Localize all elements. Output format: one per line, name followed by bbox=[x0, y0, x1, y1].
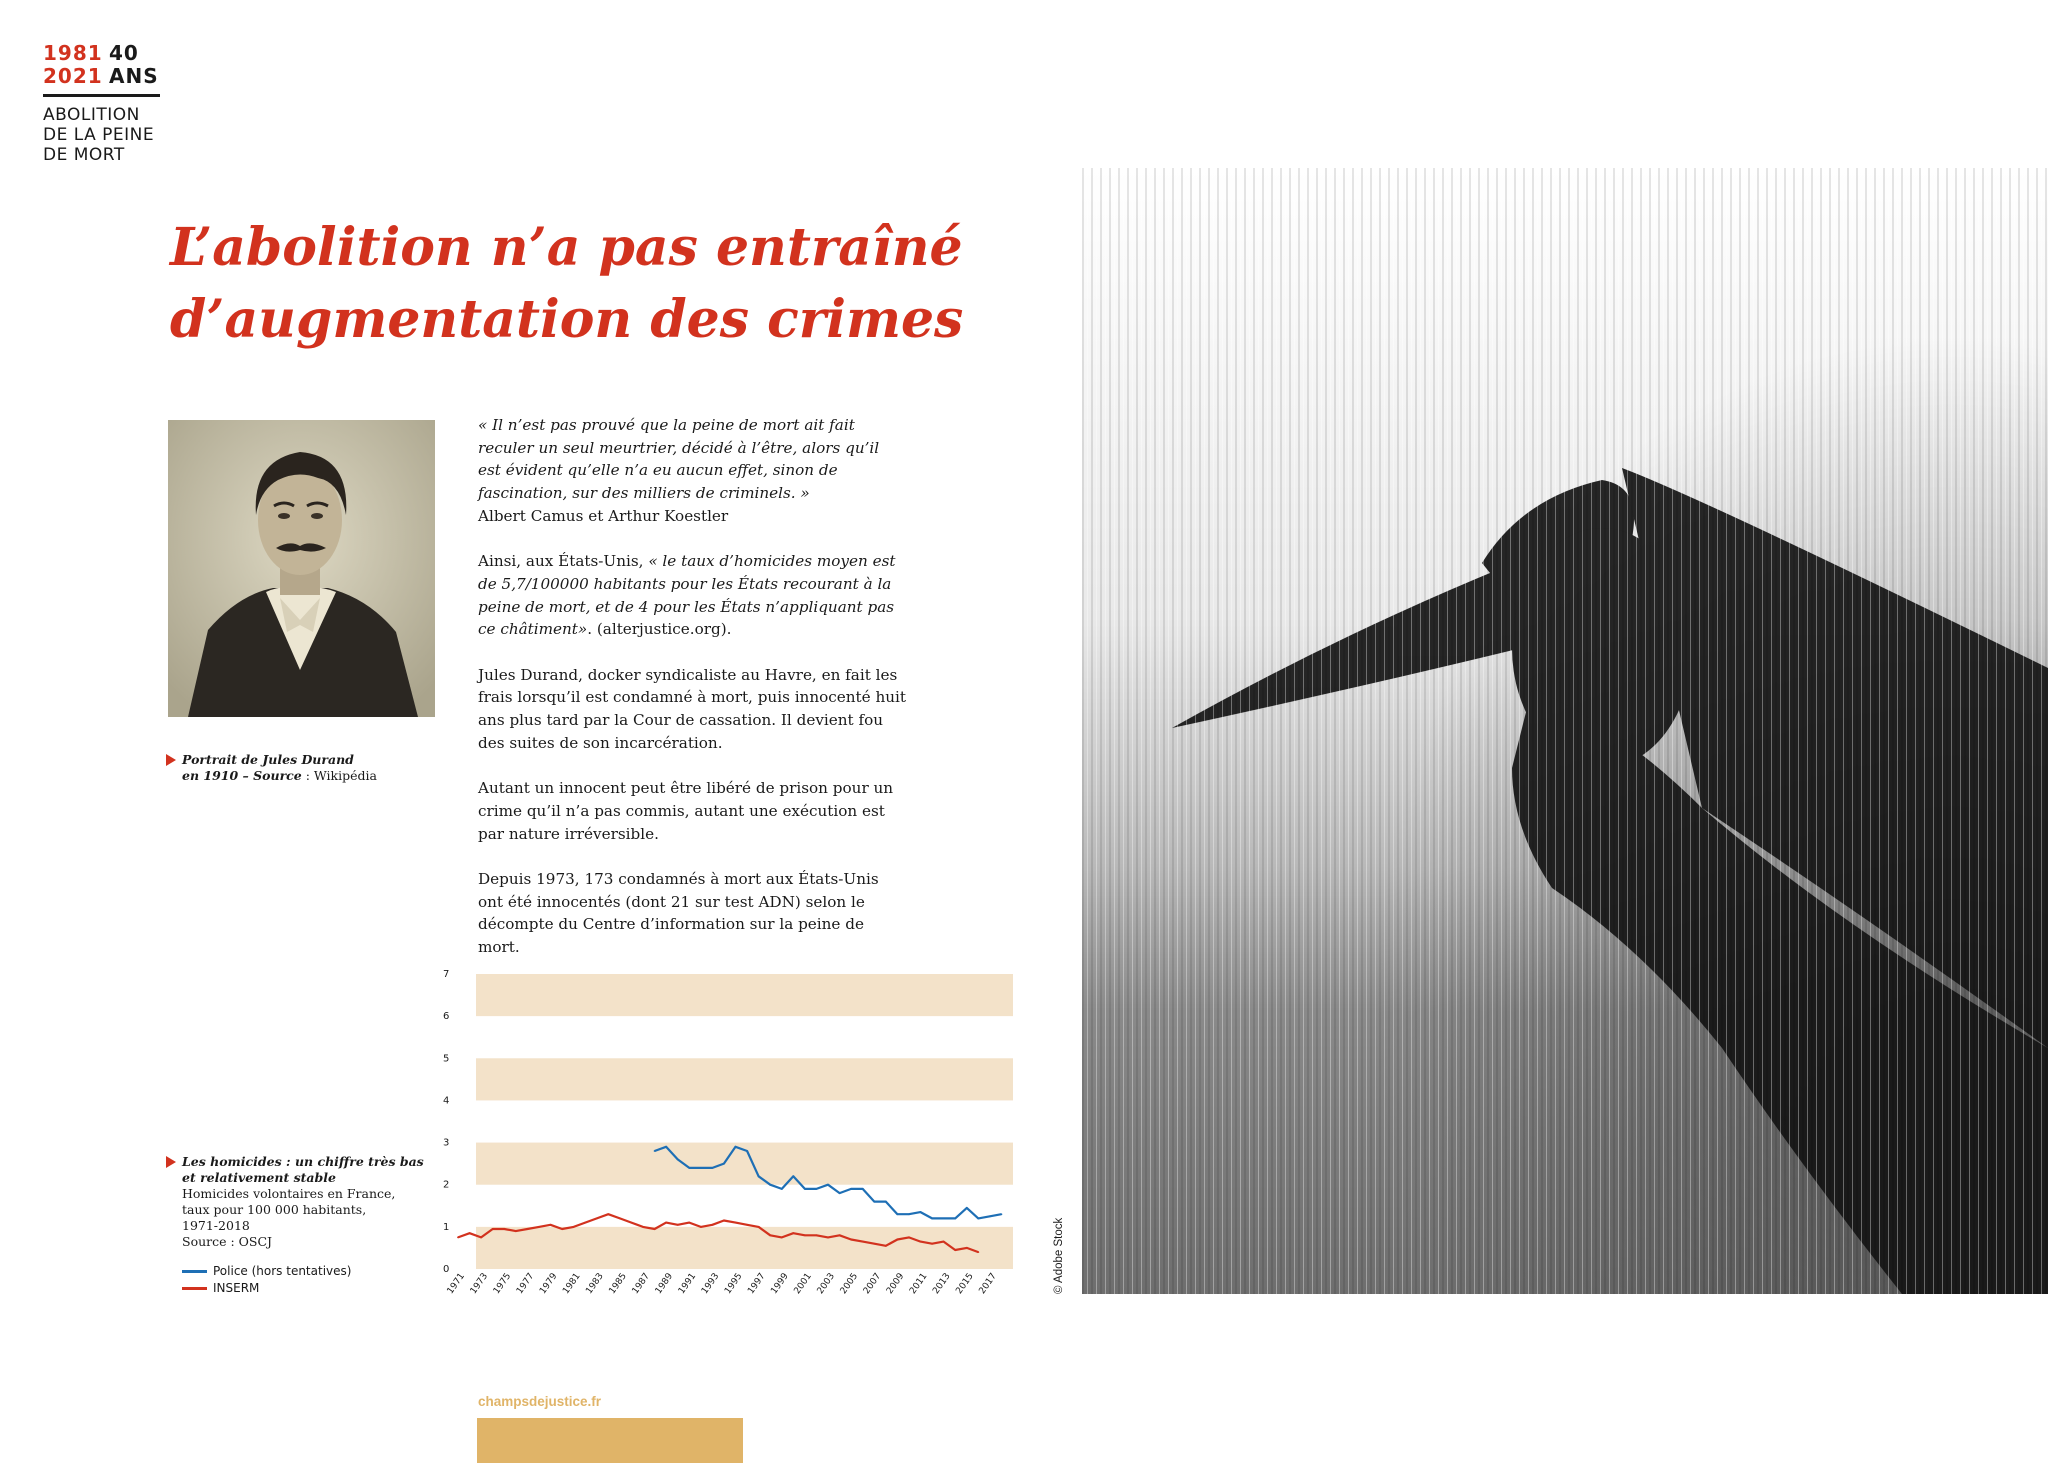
data-point-inserm bbox=[977, 1251, 979, 1253]
data-point-inserm bbox=[735, 1222, 737, 1224]
data-point-police bbox=[873, 1201, 875, 1203]
logo-unit: ANS bbox=[109, 64, 159, 88]
footer-bar bbox=[477, 1418, 743, 1463]
homicide-chart bbox=[438, 960, 1018, 1300]
portrait-photo bbox=[168, 420, 435, 717]
data-point-inserm bbox=[943, 1241, 945, 1243]
data-point-inserm bbox=[503, 1228, 505, 1230]
x-tick-label: 1973 bbox=[468, 1271, 491, 1297]
caption-marker-icon bbox=[166, 754, 176, 766]
data-point-police bbox=[688, 1167, 690, 1169]
chart-caption-line2: taux pour 100 000 habitants, bbox=[182, 1202, 367, 1217]
x-tick-label: 1999 bbox=[769, 1271, 791, 1297]
data-point-inserm bbox=[769, 1234, 771, 1236]
data-point-inserm bbox=[561, 1228, 563, 1230]
x-tick-label: 2003 bbox=[815, 1271, 838, 1297]
data-point-inserm bbox=[816, 1234, 818, 1236]
data-point-inserm bbox=[827, 1236, 829, 1238]
x-tick-label: 2007 bbox=[861, 1271, 884, 1297]
data-point-police bbox=[816, 1188, 818, 1190]
data-point-inserm bbox=[792, 1232, 794, 1234]
photo-credit: © Adobe Stock bbox=[1053, 1217, 1065, 1294]
quote-author: Albert Camus et Arthur Koestler bbox=[478, 506, 729, 525]
data-point-police bbox=[746, 1150, 748, 1152]
data-point-inserm bbox=[619, 1218, 621, 1220]
chart-caption bbox=[182, 1154, 424, 1250]
data-point-police bbox=[700, 1167, 702, 1169]
data-point-inserm bbox=[538, 1226, 540, 1228]
x-tick-label: 2001 bbox=[792, 1271, 814, 1297]
data-point-police bbox=[723, 1163, 725, 1165]
y-tick-label: 7 bbox=[443, 969, 450, 980]
homicide-chart-svg bbox=[438, 960, 1018, 1300]
logo-line3: DE MORT bbox=[43, 145, 125, 165]
data-point-inserm bbox=[954, 1249, 956, 1251]
portrait-caption-italic2: en 1910 – Source bbox=[182, 768, 302, 783]
page-title bbox=[170, 212, 1050, 356]
portrait-caption-italic1: Portrait de Jules Durand bbox=[182, 752, 354, 767]
x-tick-label: 2011 bbox=[908, 1271, 930, 1297]
data-point-police bbox=[862, 1188, 864, 1190]
site-link[interactable]: champsdejustice.fr bbox=[478, 1394, 602, 1409]
data-point-inserm bbox=[596, 1218, 598, 1220]
legend-swatch-police bbox=[182, 1270, 207, 1273]
data-point-inserm bbox=[607, 1213, 609, 1215]
knife-shadow-illustration bbox=[1082, 168, 2048, 1294]
data-point-inserm bbox=[584, 1222, 586, 1224]
data-point-inserm bbox=[526, 1228, 528, 1230]
chart-legend bbox=[182, 1263, 351, 1297]
knife-shadow-photo bbox=[1082, 168, 2048, 1294]
data-point-police bbox=[827, 1184, 829, 1186]
data-point-police bbox=[1001, 1213, 1003, 1215]
data-point-police bbox=[908, 1213, 910, 1215]
data-point-inserm bbox=[700, 1226, 702, 1228]
data-point-police bbox=[735, 1146, 737, 1148]
caption-marker-icon bbox=[166, 1156, 176, 1168]
paragraph-usa bbox=[478, 550, 906, 641]
data-point-inserm bbox=[966, 1247, 968, 1249]
x-tick-label: 1993 bbox=[700, 1271, 722, 1297]
y-tick-label: 3 bbox=[443, 1137, 450, 1149]
data-point-inserm bbox=[839, 1234, 841, 1236]
quote-text: « Il n’est pas prouvé que la peine de mort ait fait reculer un seul meurtrier, décidé à l’être, alors qu’il est évident qu’elle n’a eu aucun effet, sinon de fascination, sur des milliers de criminels. » bbox=[478, 416, 880, 503]
paragraph-innocent: Autant un innocent peut être libéré de prison pour un crime qu’il n’a pas commis, autant une exécution est par nature irréversible. bbox=[478, 779, 894, 843]
data-point-inserm bbox=[550, 1224, 552, 1226]
x-tick-label: 1985 bbox=[607, 1271, 629, 1297]
data-point-inserm bbox=[642, 1226, 644, 1228]
legend-swatch-inserm bbox=[182, 1287, 207, 1290]
data-point-police bbox=[711, 1167, 713, 1169]
data-point-inserm bbox=[746, 1224, 748, 1226]
data-point-inserm bbox=[758, 1226, 760, 1228]
body-text bbox=[478, 414, 906, 982]
data-point-police bbox=[677, 1159, 679, 1161]
x-tick-label: 1997 bbox=[746, 1271, 768, 1297]
data-point-police bbox=[769, 1184, 771, 1186]
chart-band bbox=[476, 974, 1013, 1016]
logo-line2: DE LA PEINE bbox=[43, 125, 155, 145]
paragraph-exonerations: Depuis 1973, 173 condamnés à mort aux États-Unis ont été innocentés (dont 21 sur test ADN) selon le décompte du Centre d’information sur la peine de mort. bbox=[478, 870, 879, 957]
x-tick-label: 2015 bbox=[954, 1271, 976, 1297]
logo-row-bottom bbox=[43, 65, 163, 88]
data-point-inserm bbox=[480, 1236, 482, 1238]
chart-caption-line1: Homicides volontaires en France, bbox=[182, 1186, 396, 1201]
x-tick-label: 1981 bbox=[561, 1271, 583, 1297]
data-point-police bbox=[665, 1146, 667, 1148]
x-tick-label: 1975 bbox=[491, 1271, 514, 1297]
chart-caption-title2: et relativement stable bbox=[182, 1170, 336, 1185]
x-tick-label: 1983 bbox=[584, 1271, 606, 1297]
page-title-line2: d’augmentation des crimes bbox=[170, 289, 964, 350]
data-point-police bbox=[885, 1201, 887, 1203]
data-point-inserm bbox=[931, 1243, 933, 1245]
data-point-police bbox=[839, 1192, 841, 1194]
y-tick-label: 6 bbox=[443, 1011, 450, 1023]
data-point-police bbox=[966, 1207, 968, 1209]
quote-paragraph bbox=[478, 414, 906, 528]
data-point-inserm bbox=[654, 1228, 656, 1230]
paragraph-usa-end: . (alterjustice.org). bbox=[587, 620, 732, 639]
data-point-inserm bbox=[688, 1222, 690, 1224]
page-title-line1: L’abolition n’a pas entraîné bbox=[170, 217, 963, 278]
logo-line1: ABOLITION bbox=[43, 105, 140, 125]
data-point-inserm bbox=[457, 1236, 459, 1238]
y-tick-label: 2 bbox=[443, 1179, 450, 1191]
logo-year-start: 1981 bbox=[43, 41, 103, 65]
chart-caption-line4: Source : OSCJ bbox=[182, 1234, 273, 1249]
data-point-inserm bbox=[850, 1239, 852, 1241]
portrait-caption bbox=[182, 752, 377, 784]
x-tick-label: 2013 bbox=[931, 1271, 953, 1297]
data-point-police bbox=[989, 1215, 991, 1217]
paragraph-usa-quote: « le taux d’homicides moyen est de 5,7/100000 habitants pour les États recourant à la peine de mort, et de 4 pour les États n’appliquant pas ce châtiment» bbox=[478, 552, 896, 639]
data-point-police bbox=[792, 1175, 794, 1177]
data-point-inserm bbox=[723, 1220, 725, 1222]
data-point-police bbox=[758, 1175, 760, 1177]
x-tick-label: 1987 bbox=[630, 1271, 653, 1297]
data-point-police bbox=[654, 1150, 656, 1152]
data-point-inserm bbox=[920, 1241, 922, 1243]
data-point-inserm bbox=[908, 1236, 910, 1238]
x-tick-label: 2009 bbox=[885, 1271, 907, 1297]
data-point-inserm bbox=[711, 1224, 713, 1226]
paragraph-durand: Jules Durand, docker syndicaliste au Havre, en fait les frais lorsqu’il est condamné à mort, puis innocenté huit ans plus tard par la Cour de cassation. Il devient fou des suites de son incarcération. bbox=[478, 665, 906, 752]
data-point-police bbox=[954, 1218, 956, 1220]
portrait-illustration bbox=[168, 420, 435, 717]
chart-band bbox=[476, 1058, 1013, 1100]
logo-divider bbox=[43, 94, 160, 97]
data-point-inserm bbox=[573, 1226, 575, 1228]
data-point-inserm bbox=[469, 1232, 471, 1234]
data-point-police bbox=[977, 1218, 979, 1220]
x-tick-label: 1977 bbox=[515, 1271, 537, 1297]
logo-number: 40 bbox=[109, 41, 139, 65]
logo-row-top bbox=[43, 42, 163, 65]
data-point-inserm bbox=[677, 1224, 679, 1226]
data-point-inserm bbox=[804, 1234, 806, 1236]
data-point-inserm bbox=[631, 1222, 633, 1224]
legend-label-inserm: INSERM bbox=[213, 1281, 260, 1295]
x-tick-label: 1971 bbox=[445, 1271, 468, 1297]
chart-caption-title1: Les homicides : un chiffre très bas bbox=[182, 1154, 424, 1169]
paragraph-usa-intro: Ainsi, aux États-Unis, bbox=[478, 552, 649, 571]
data-point-inserm bbox=[862, 1241, 864, 1243]
data-point-police bbox=[850, 1188, 852, 1190]
portrait-caption-source: : Wikipédia bbox=[301, 768, 377, 783]
x-tick-label: 1989 bbox=[653, 1271, 676, 1297]
legend-item-police bbox=[182, 1263, 351, 1280]
data-point-police bbox=[931, 1218, 933, 1220]
data-point-police bbox=[781, 1188, 783, 1190]
data-point-inserm bbox=[492, 1228, 494, 1230]
legend-item-inserm bbox=[182, 1280, 351, 1297]
logo-year-end: 2021 bbox=[43, 64, 103, 88]
data-point-inserm bbox=[896, 1239, 898, 1241]
y-tick-label: 4 bbox=[443, 1095, 450, 1107]
y-tick-label: 1 bbox=[443, 1221, 450, 1233]
data-point-inserm bbox=[873, 1243, 875, 1245]
legend-label-police: Police (hors tentatives) bbox=[213, 1264, 352, 1278]
data-point-inserm bbox=[665, 1222, 667, 1224]
y-tick-label: 0 bbox=[443, 1264, 450, 1275]
data-point-police bbox=[920, 1211, 922, 1213]
y-tick-label: 5 bbox=[443, 1053, 450, 1065]
data-point-police bbox=[896, 1213, 898, 1215]
data-point-police bbox=[943, 1218, 945, 1220]
data-point-police bbox=[804, 1188, 806, 1190]
x-tick-label: 1995 bbox=[723, 1271, 745, 1297]
chart-band bbox=[476, 1227, 1013, 1269]
chart-caption-line3: 1971-2018 bbox=[182, 1218, 250, 1233]
data-point-inserm bbox=[515, 1230, 517, 1232]
x-tick-label: 2017 bbox=[977, 1271, 999, 1297]
data-point-inserm bbox=[781, 1236, 783, 1238]
logo bbox=[43, 42, 163, 165]
x-tick-label: 2005 bbox=[838, 1271, 861, 1297]
data-point-inserm bbox=[885, 1245, 887, 1247]
x-tick-label: 1979 bbox=[538, 1271, 560, 1297]
x-tick-label: 1991 bbox=[676, 1271, 699, 1297]
